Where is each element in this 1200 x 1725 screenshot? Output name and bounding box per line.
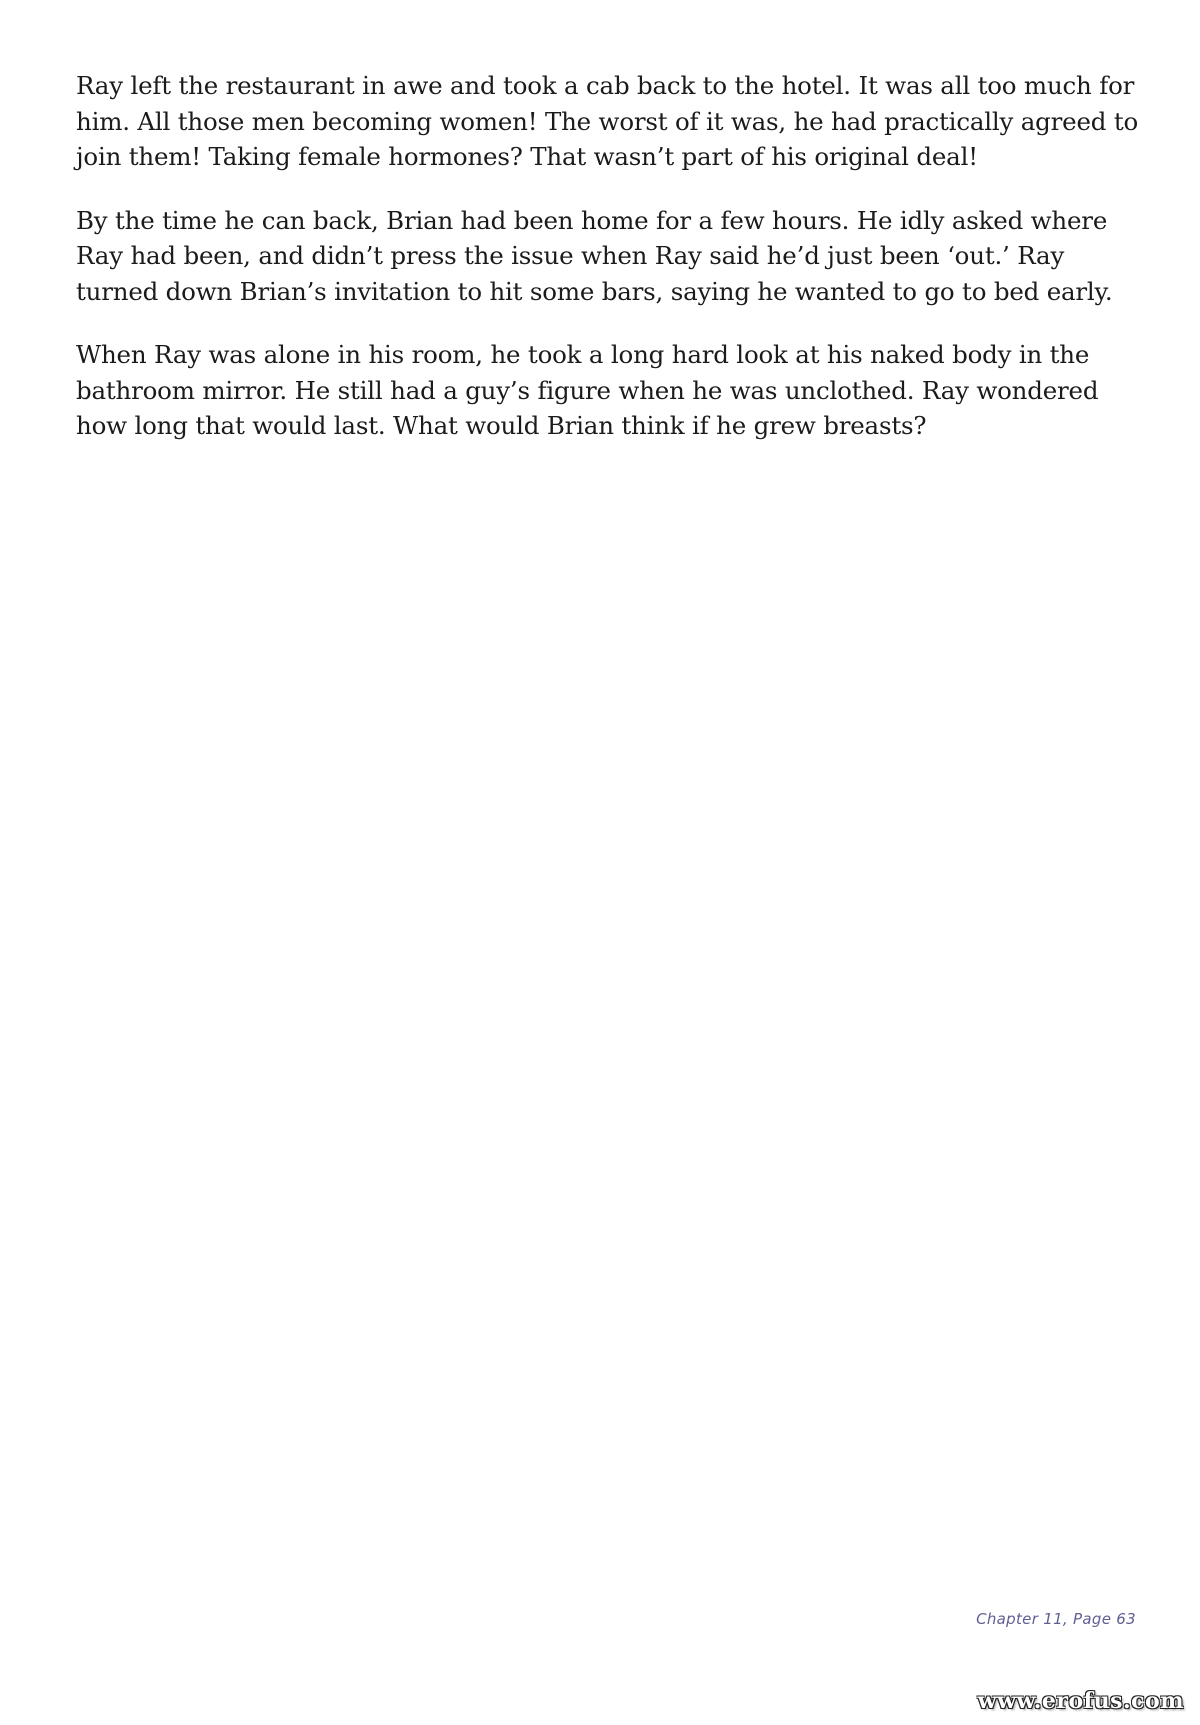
page-footer-label: Chapter 11, Page 63 — [976, 1610, 1136, 1628]
site-watermark: www.erofus.com — [977, 1688, 1184, 1714]
body-text — [76, 68, 1146, 472]
paragraph-1: Ray left the restaurant in awe and took a cab back to the hotel. It was all too much for him. All those men becoming women! The worst of it was, he had practically agreed to join them! Taking female hormones? That wasn’t part of his original deal! — [76, 71, 1139, 171]
paragraph-3: When Ray was alone in his room, he took a long hard look at his naked body in the bathroom mirror. He still had a guy’s figure when he was unclothed. Ray wondered how long that would last. What would Brian think if he grew breasts? — [76, 340, 1099, 440]
paragraph-2: By the time he can back, Brian had been home for a few hours. He idly asked where Ray had been, and didn’t press the issue when Ray said he’d just been ‘out.’ Ray turned down Brian’s invitation to hit some bars, saying he wanted to go to bed early. — [76, 205, 1113, 306]
